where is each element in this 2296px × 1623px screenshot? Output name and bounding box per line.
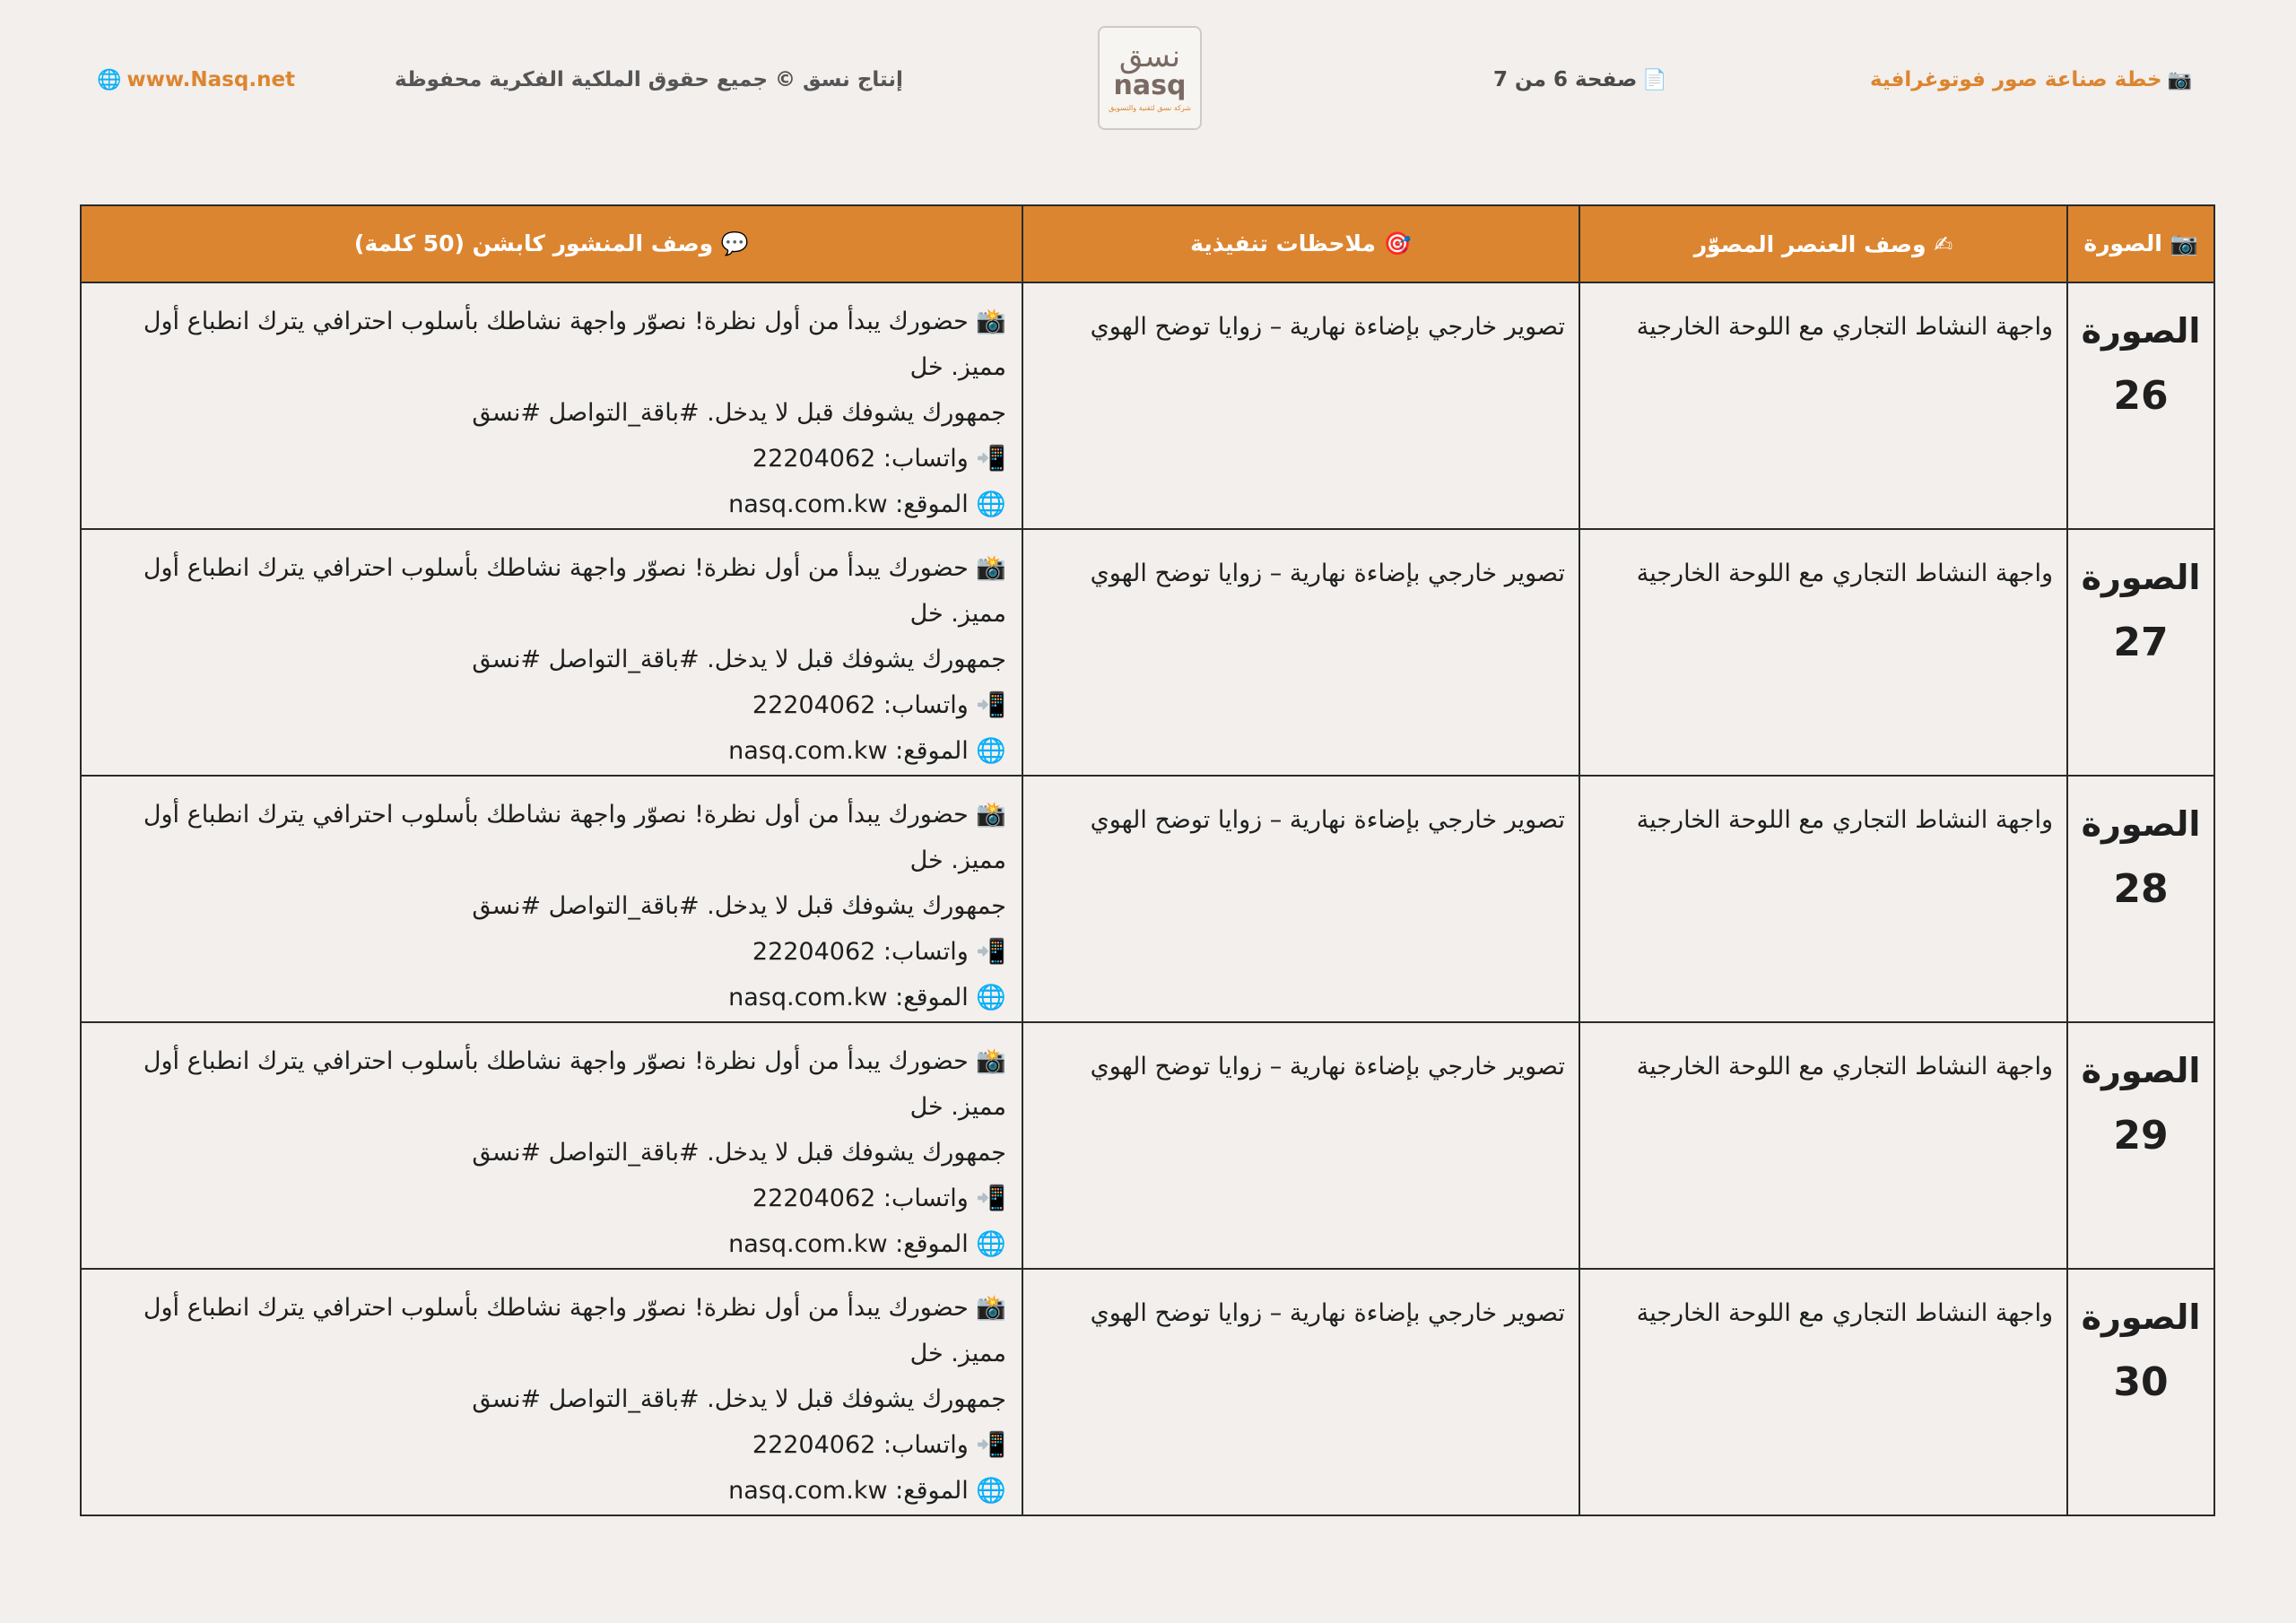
notes-cell: تصوير خارجي بإضاءة نهارية – زوايا توضح الهوي (1022, 776, 1579, 1022)
caption-line: 📸 حضورك يبدأ من أول نظرة! نصوّر واجهة نشاطك بأسلوب احترافي يترك انطباع أول مميز. خل (143, 1294, 1006, 1367)
column-header-element: ✍ وصف العنصر المصوّر (1579, 205, 2067, 282)
element-cell: واجهة النشاط التجاري مع اللوحة الخارجية (1579, 776, 2067, 1022)
speech-bubble-icon: 💬 (720, 230, 750, 256)
caption-line: 📸 حضورك يبدأ من أول نظرة! نصوّر واجهة نشاطك بأسلوب احترافي يترك انطباع أول مميز. خل (143, 308, 1006, 381)
table-row (81, 529, 2214, 776)
website-line: 🌐 الموقع: nasq.com.kw (728, 737, 1006, 765)
photo-plan-table (80, 204, 2215, 1516)
element-cell: واجهة النشاط التجاري مع اللوحة الخارجية (1579, 1269, 2067, 1515)
whatsapp-line: 📲 واتساب: 22204062 (752, 691, 1006, 719)
element-cell: واجهة النشاط التجاري مع اللوحة الخارجية (1579, 529, 2067, 776)
notes-cell: تصوير خارجي بإضاءة نهارية – زوايا توضح الهوي (1022, 1269, 1579, 1515)
document-title: 📷خطة صناعة صور فوتوغرافية (1870, 68, 2192, 91)
table-row (81, 776, 2214, 1022)
image-cell: الصورة 29 (2067, 1022, 2214, 1269)
website-line: 🌐 الموقع: nasq.com.kw (728, 1230, 1006, 1258)
caption-cell (81, 776, 1022, 1022)
image-cell: الصورة 30 (2067, 1269, 2214, 1515)
column-header-notes: 🎯 ملاحظات تنفيذية (1022, 205, 1579, 282)
element-cell: واجهة النشاط التجاري مع اللوحة الخارجية (1579, 282, 2067, 529)
caption-line: جمهورك يشوفك قبل لا يدخل. #باقة_التواصل #نسق (472, 646, 1006, 673)
column-header-caption: 💬 وصف المنشور كابشن (50 كلمة) (81, 205, 1022, 282)
page-indicator: 📄صفحة 6 من 7 (1493, 68, 1667, 91)
image-cell: الصورة 27 (2067, 529, 2214, 776)
website-line: 🌐 الموقع: nasq.com.kw (728, 1477, 1006, 1505)
image-cell: الصورة 28 (2067, 776, 2214, 1022)
caption-line: 📸 حضورك يبدأ من أول نظرة! نصوّر واجهة نشاطك بأسلوب احترافي يترك انطباع أول مميز. خل (143, 554, 1006, 628)
caption-line: جمهورك يشوفك قبل لا يدخل. #باقة_التواصل #نسق (472, 1385, 1006, 1413)
notes-cell: تصوير خارجي بإضاءة نهارية – زوايا توضح الهوي (1022, 1022, 1579, 1269)
whatsapp-line: 📲 واتساب: 22204062 (752, 1431, 1006, 1459)
caption-line: 📸 حضورك يبدأ من أول نظرة! نصوّر واجهة نشاطك بأسلوب احترافي يترك انطباع أول مميز. خل (143, 1047, 1006, 1121)
website-line: 🌐 الموقع: nasq.com.kw (728, 984, 1006, 1011)
pencil-icon: ✍ (1934, 230, 1953, 257)
caption-cell (81, 1022, 1022, 1269)
target-icon: 🎯 (1383, 230, 1412, 256)
whatsapp-line: 📲 واتساب: 22204062 (752, 1185, 1006, 1212)
caption-line: جمهورك يشوفك قبل لا يدخل. #باقة_التواصل #نسق (472, 892, 1006, 920)
website-link[interactable]: 🌐 www.Nasq.net (97, 68, 296, 91)
page-header (0, 0, 2296, 170)
camera-icon: 📷 (2170, 230, 2198, 256)
notes-cell: تصوير خارجي بإضاءة نهارية – زوايا توضح الهوي (1022, 529, 1579, 776)
globe-icon: 🌐 (97, 69, 122, 91)
image-cell: الصورة 26 (2067, 282, 2214, 529)
document-icon: 📄 (1642, 69, 1667, 91)
whatsapp-line: 📲 واتساب: 22204062 (752, 445, 1006, 473)
table-row (81, 282, 2214, 529)
copyright-notice: إنتاج نسق © جميع حقوق الملكية الفكرية محفوظة (395, 68, 903, 91)
element-cell: واجهة النشاط التجاري مع اللوحة الخارجية (1579, 1022, 2067, 1269)
nasq-logo: نسق nasq شركة نسق لثقنية والتسويق (1098, 26, 1202, 130)
column-header-image: 📷 الصورة (2067, 205, 2214, 282)
table-header-row (81, 205, 2214, 282)
table-row (81, 1022, 2214, 1269)
whatsapp-line: 📲 واتساب: 22204062 (752, 938, 1006, 966)
caption-cell (81, 282, 1022, 529)
caption-line: جمهورك يشوفك قبل لا يدخل. #باقة_التواصل #نسق (472, 1139, 1006, 1167)
table-row (81, 1269, 2214, 1515)
notes-cell: تصوير خارجي بإضاءة نهارية – زوايا توضح الهوي (1022, 282, 1579, 529)
website-line: 🌐 الموقع: nasq.com.kw (728, 490, 1006, 518)
caption-cell (81, 529, 1022, 776)
caption-cell (81, 1269, 1022, 1515)
camera-icon: 📷 (2167, 69, 2192, 91)
caption-line: 📸 حضورك يبدأ من أول نظرة! نصوّر واجهة نشاطك بأسلوب احترافي يترك انطباع أول مميز. خل (143, 801, 1006, 874)
caption-line: جمهورك يشوفك قبل لا يدخل. #باقة_التواصل #نسق (472, 399, 1006, 427)
